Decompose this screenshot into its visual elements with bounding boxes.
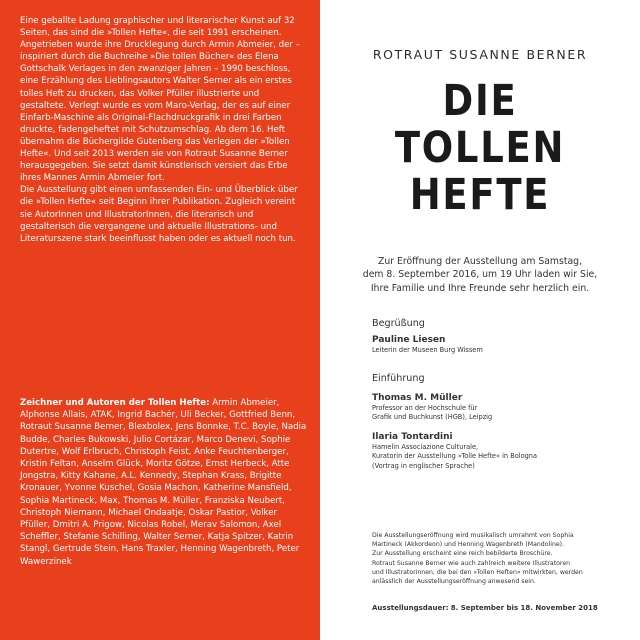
intro-text bbox=[20, 15, 308, 245]
invitation-line: Zur Eröffnung der Ausstellung am Samstag, bbox=[377, 256, 583, 267]
greeting-speaker: Pauline Liesen bbox=[372, 335, 446, 345]
note-line: Rotraut Susanne Berner wie auch zahlreich weitere Illustratoren bbox=[372, 559, 571, 567]
contributors-list: Armin Abmeier, Alphonse Allais, ATAK, Ingrid Bachér, Uli Becker, Gottfried Benn, Rotraut Susanne Berner, Blexbolex, Jens Bonnke, T.C. Boyle, Nadia Budde, Charles Bukowski, Julio Cortázar, Marco Denevi, Sophie Dutertre, Wolf Erlbruch, Christoph Feist, Anke Feuchtenberger, Kristin Feltan, Anselm Glück, Moritz Götze, Ernst Herbeck, Atte Jongstra, Kitty Kahane, A.L. Kennedy, Stephan Krass, Brigitte Kronauer, Yvonne Kuschel, Gosia Machon, Katherine Mansfield, Sophia Martineck, Max, Thomas M. Müller, Franziska Neubert, Christoph Niemann, Michael Ondaatje, Oskar Pastior, Volker Pfüller, Dmitri A. Prigow, Nicolas Robel, Merav Salomon, Axel Scheffler, Stefanie Schilling, Walter Serner, Katja Spitzer, Katrin Stangl, Gertrude Stein, Hans Traxler, Henning Wagenbreth, Peter Wawerzinek bbox=[20, 398, 307, 567]
invitation-text bbox=[320, 255, 640, 295]
contributors-text bbox=[20, 397, 308, 568]
note-line: anlässlich der Ausstellungseröffnung anwesend sein. bbox=[372, 578, 536, 586]
speaker-affiliation: (Vortrag in englischer Sprache) bbox=[372, 461, 475, 470]
exhibition-duration bbox=[372, 603, 632, 613]
invitation-line: dem 8. September 2016, um 19 Uhr laden wir Sie, bbox=[362, 269, 598, 281]
program bbox=[372, 318, 632, 472]
right-panel bbox=[320, 0, 640, 640]
speaker-affiliation: Grafik und Buchkunst (HGB), Leipzig bbox=[372, 413, 493, 422]
exhibition-title bbox=[342, 78, 617, 219]
invitation-line: Ihre Familie und Ihre Freunde sehr herzlich ein. bbox=[370, 282, 590, 294]
note-line: und Illustratorinnen, die bei den »Tollen Heften« mitwirkten, werden bbox=[372, 568, 583, 576]
contributors-label: Zeichner und Autoren der Tollen Hefte: bbox=[20, 398, 210, 408]
title-line-1: DIE bbox=[442, 76, 518, 126]
event-note bbox=[372, 531, 632, 586]
greeting-heading: Begrüßung bbox=[372, 318, 425, 329]
speaker-affiliation: Kuratorin der Ausstellung »Tolle Hefte« in Bologna bbox=[372, 452, 538, 461]
speaker-name: Thomas M. Müller bbox=[372, 392, 463, 403]
speaker-affiliation: Professor an der Hochschule für bbox=[372, 403, 478, 412]
note-line: Martineck (Akkordeon) und Henning Wagenbreth (Mandoline). bbox=[372, 541, 565, 549]
greeting-affiliation: Leiterin der Museen Burg Wissem bbox=[372, 346, 483, 354]
duration-value: 8. September bis 18. November 2018 bbox=[450, 604, 598, 612]
speaker-name: Ilaria Tontardini bbox=[372, 431, 453, 442]
author-name: ROTRAUT SUSANNE BERNER bbox=[372, 47, 588, 62]
intro-paragraph-1: Eine geballte Ladung graphischer und literarischer Kunst auf 32 Seiten, das sind die »Tollen Hefte«, die seit 1991 erscheinen. Angetrieben wurde ihre Drucklegung durch Armin Abmeier, der – inspiriert durch die Buchreihe »Die tollen Bücher« des Elena Gottschalk Verlages in den zwanziger Jahren – 1990 beschloss, eine Erzählung des Lieblingsautors Walter Serner als ein erstes tolles Heft zu drucken, das Volker Pfüller illustrierte und gestaltete. Verlegt wurde es vom Maro-Verlag, der es auf einer Einfarb-Maschine als Original-Flachdruckgrafik in drei Farben druckte, fadengeheftet mit Schutzumschlag. Ab dem 16. Heft übernahm die Büchergilde Gutenberg das Verlegen der »Tollen Hefte«. Und seit 2013 werden sie von Rotraut Susanne Berner herausgegeben. Sie setzt damit künstlerisch versiert das Erbe ihres Mannes Armin Abmeier fort. bbox=[20, 16, 300, 184]
speaker-affiliation: Hamelin Associazione Culturale, bbox=[372, 442, 479, 451]
duration-label: Ausstellungsdauer: bbox=[372, 604, 449, 612]
title-line-2: TOLLEN bbox=[394, 123, 566, 173]
note-line: Zur Ausstellung erscheint eine reich bebilderte Broschüre. bbox=[372, 550, 553, 558]
introduction-heading: Einführung bbox=[372, 372, 425, 384]
title-line-3: HEFTE bbox=[409, 170, 551, 220]
intro-paragraph-2: Die Ausstellung gibt einen umfassenden Ein- und Überblick über die »Tollen Hefte« seit Beginn ihrer Publikation. Zugleich vereint sie AutorInnen und IllustratorInnen, die literarisch und gestalterisch die vergangene und aktuelle Illustrations- und Literaturszene stark beeinflusst haben oder es aktuell noch tun. bbox=[20, 185, 298, 244]
note-line: Die Ausstellungseröffnung wird musikalisch umrahmt von Sophia bbox=[372, 532, 574, 539]
